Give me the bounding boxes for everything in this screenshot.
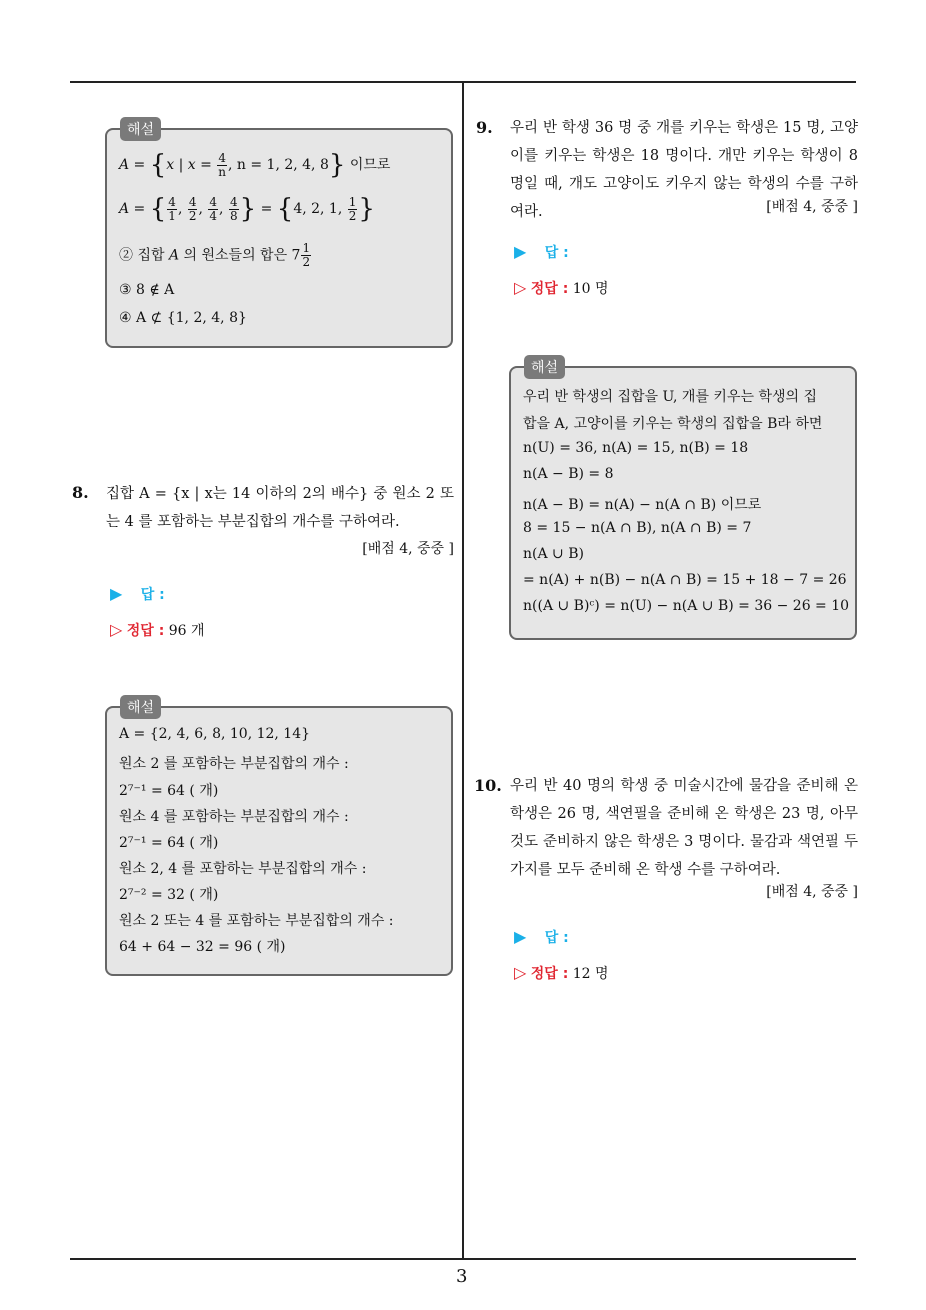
sol8-line: A = {2, 4, 6, 8, 10, 12, 14}	[119, 726, 311, 742]
question-text-q10: 우리 반 40 명의 학생 중 미술시간에 물감을 준비해 온 학생은 26 명, 색연필을 준비해 온 학생은 23 명, 아무것도 준비하지 않은 학생은 3 명이다. 물감과 색연필 두 가지를 모두 준비해 온 학생 수를 구하여라.	[510, 778, 858, 878]
correct-answer-label: 정답 :	[530, 281, 569, 297]
sol9-line: = n(A) + n(B) − n(A ∩ B) = 15 + 18 − 7 = 26	[523, 572, 847, 588]
solution-tag-q9: 해설	[524, 355, 565, 379]
correct-answer-value: 96 개	[168, 623, 205, 639]
sol7-frac-4-4: $\frac{4}{4}$	[209, 194, 218, 223]
question-meta-q8: [배점 4, 중중 ]	[362, 541, 454, 557]
question-text-q9: 우리 반 학생 36 명 중 개를 키우는 학생은 15 명, 고양이를 키우는 학생은 18 명이다. 개만 키우는 학생이 8 명일 때, 개도 고양이도 키우지 않는 학생의 수를 구하여라.	[510, 120, 858, 220]
sol8-line: 2⁷⁻¹ = 64 ( 개)	[119, 783, 219, 799]
outline-triangle-icon: ▷	[110, 620, 123, 639]
sol8-line: 원소 2 또는 4 를 포함하는 부분집합의 개수 :	[119, 913, 394, 929]
outline-triangle-icon: ▷	[514, 278, 527, 297]
correct-answer-row-q10	[514, 963, 609, 983]
answer-label: 답 :	[544, 930, 569, 946]
sol9-line: 합을 A, 고양이를 키우는 학생의 집합을 B라 하면	[523, 416, 823, 432]
sol9-line: n(U) = 36, n(A) = 15, n(B) = 18	[523, 440, 749, 456]
sol8-line: 원소 2 를 포함하는 부분집합의 개수 :	[119, 756, 349, 772]
play-triangle-icon: ▶	[110, 584, 123, 603]
sol9-line: 8 = 15 − n(A ∩ B), n(A ∩ B) = 7	[523, 520, 752, 536]
sol9-line: n((A ∪ B)ᶜ) = n(U) − n(A ∪ B) = 36 − 26 = 10	[523, 598, 850, 614]
correct-answer-label: 정답 :	[126, 623, 165, 639]
solution-box-q9	[509, 366, 857, 640]
correct-answer-value: 12 명	[572, 966, 609, 982]
sol7-line5: ④ A ⊄ {1, 2, 4, 8}	[119, 310, 247, 326]
sol7-frac-4-8: $\frac{4}{8}$	[229, 194, 238, 223]
correct-answer-row-q8	[110, 620, 205, 640]
sol7-frac-1-2: $\frac{1}{2}$	[348, 194, 357, 223]
sol7-frac-4-2: $\frac{4}{2}$	[188, 194, 197, 223]
question-text-q8: 집합 A = {x | x는 14 이하의 2의 배수} 중 원소 2 또는 4 를 포함하는 부분집합의 개수를 구하여라.	[106, 486, 454, 530]
answer-label: 답 :	[544, 245, 569, 261]
sol7-line1: A = {x | x = $\frac{4}{n}$ , n = 1, 2, 4, 8} 이므로	[119, 150, 391, 180]
answer-row-q10[interactable]	[514, 927, 569, 947]
sol8-line: 64 + 64 − 32 = 96 ( 개)	[119, 939, 286, 955]
question-number-q10: 10.	[474, 776, 502, 795]
sol9-line: 우리 반 학생의 집합을 U, 개를 키우는 학생의 집	[523, 389, 817, 405]
solution-box-q8	[105, 706, 453, 976]
outline-triangle-icon: ▷	[514, 963, 527, 982]
correct-answer-row-q9	[514, 278, 609, 298]
sol7-frac-4-1: $\frac{4}{1}$	[168, 194, 176, 223]
sol8-line: 2⁷⁻¹ = 64 ( 개)	[119, 835, 219, 851]
solution-tag-q8: 해설	[120, 695, 161, 719]
question-number-q9: 9.	[476, 118, 493, 137]
correct-answer-label: 정답 :	[530, 966, 569, 982]
answer-row-q8[interactable]	[110, 584, 165, 604]
solution-tag-q7: 해설	[120, 117, 161, 141]
sol7-line4: ③ 8 ∉ A	[119, 282, 175, 298]
play-triangle-icon: ▶	[514, 242, 527, 261]
sol8-line: 원소 2, 4 를 포함하는 부분집합의 개수 :	[119, 861, 367, 877]
bottom-rule	[70, 1258, 856, 1260]
page-number: 3	[456, 1266, 468, 1287]
sol8-line: 원소 4 를 포함하는 부분집합의 개수 :	[119, 809, 349, 825]
sol7-frac-mixed: $\frac{1}{2}$	[302, 241, 311, 269]
sol9-line: n(A − B) = 8	[523, 466, 614, 482]
play-triangle-icon: ▶	[514, 927, 527, 946]
sol9-line: n(A ∪ B)	[523, 546, 584, 562]
answer-label: 답 :	[140, 587, 165, 603]
question-meta-q9: [배점 4, 중중 ]	[766, 199, 858, 215]
solution-box-q7	[105, 128, 453, 348]
column-divider	[462, 83, 464, 1258]
sol7-line2: A = { $\frac{4}{1}$ , $\frac{4}{2}$ , $\frac{4}{4}$ , $\frac{4}{8}$ } = {4, 2, 1, $\frac{1}{2}$ }	[119, 194, 375, 224]
sol9-line: n(A − B) = n(A) − n(A ∩ B) 이므로	[523, 497, 762, 513]
question-number-q8: 8.	[72, 483, 89, 502]
answer-row-q9[interactable]	[514, 242, 569, 262]
question-meta-q10: [배점 4, 중중 ]	[766, 884, 858, 900]
sol7-frac-4-over-n: $\frac{4}{n}$	[218, 150, 227, 179]
sol8-line: 2⁷⁻² = 32 ( 개)	[119, 887, 219, 903]
sol7-line3: ② 집합 A 의 원소들의 합은 7 $\frac{1}{2}$	[119, 241, 311, 269]
correct-answer-value: 10 명	[572, 281, 609, 297]
